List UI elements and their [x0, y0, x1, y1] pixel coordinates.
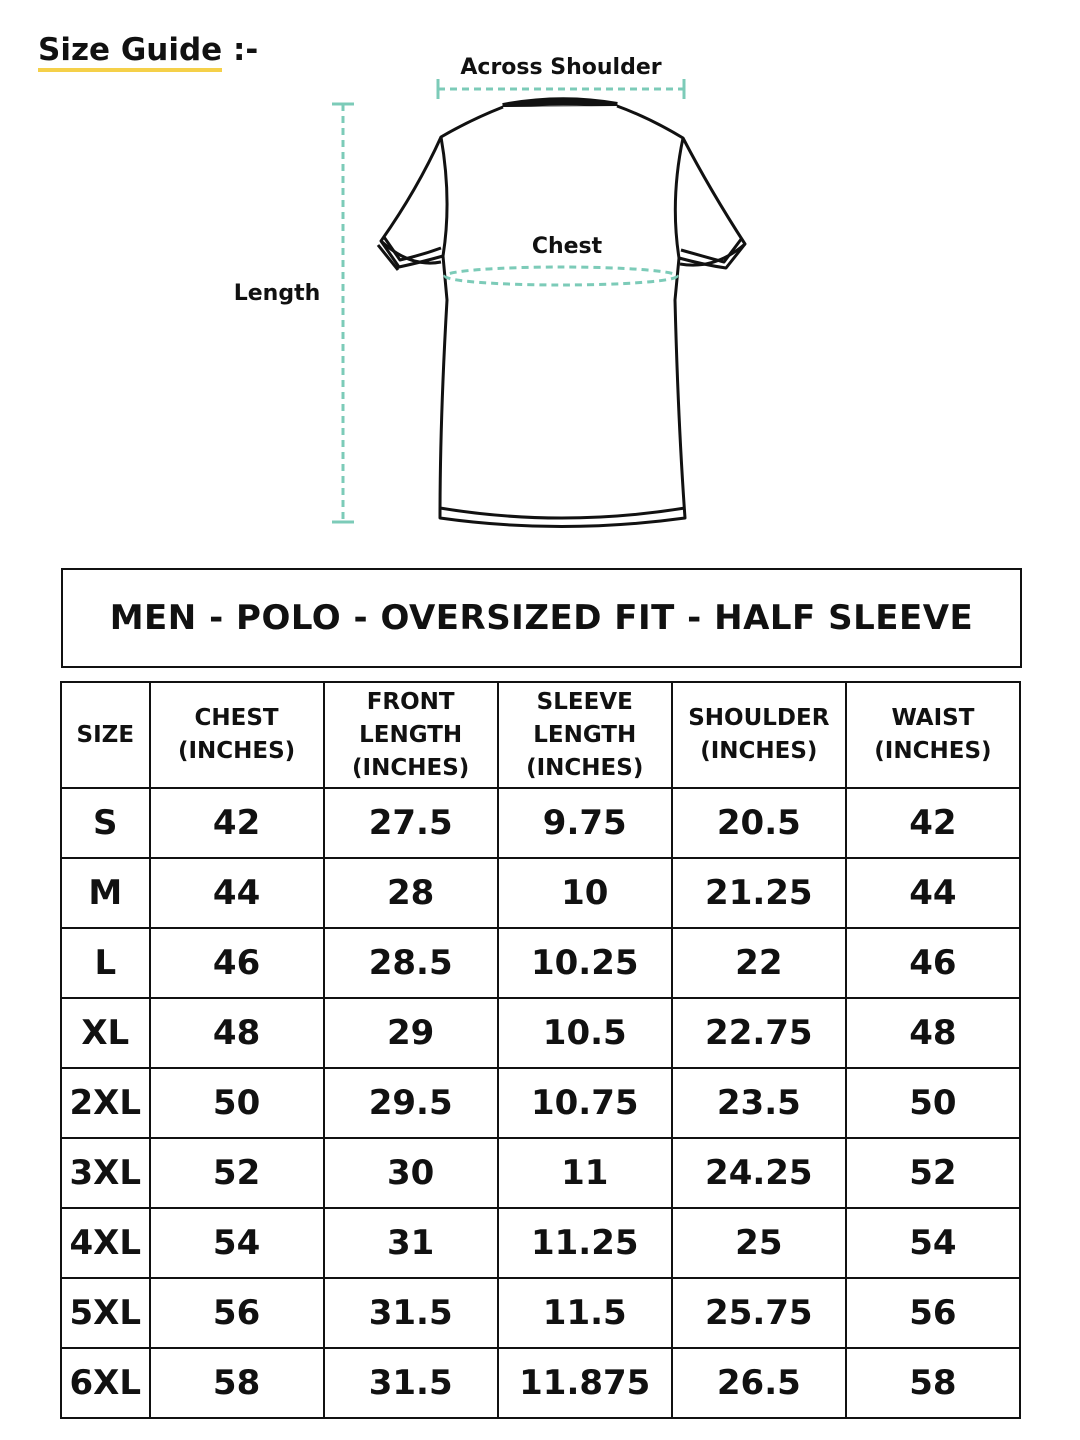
cell-waist: 42 — [846, 788, 1020, 858]
cell-front-length: 31.5 — [324, 1278, 498, 1348]
cell-chest: 58 — [150, 1348, 324, 1418]
cell-shoulder: 22.75 — [672, 998, 846, 1068]
cell-shoulder: 23.5 — [672, 1068, 846, 1138]
cell-front-length: 28 — [324, 858, 498, 928]
size-guide-heading-suffix: :- — [222, 32, 259, 68]
across-shoulder-label: Across Shoulder — [460, 55, 662, 80]
cell-chest: 46 — [150, 928, 324, 998]
header-waist: WAIST (INCHES) — [846, 682, 1020, 788]
cell-size: 6XL — [61, 1348, 150, 1418]
cell-front-length: 31.5 — [324, 1348, 498, 1418]
cell-chest: 42 — [150, 788, 324, 858]
cell-size: M — [61, 858, 150, 928]
table-row — [61, 1278, 1020, 1348]
cell-waist: 56 — [846, 1278, 1020, 1348]
table-row — [61, 1068, 1020, 1138]
cell-chest: 48 — [150, 998, 324, 1068]
length-guide — [332, 104, 354, 522]
cell-front-length: 31 — [324, 1208, 498, 1278]
table-row — [61, 928, 1020, 998]
t-shirt-outline-icon — [378, 101, 745, 526]
cell-size: 4XL — [61, 1208, 150, 1278]
size-guide-heading-text: Size Guide — [38, 32, 222, 72]
header-size: SIZE — [61, 682, 150, 788]
cell-size: 2XL — [61, 1068, 150, 1138]
cell-shoulder: 26.5 — [672, 1348, 846, 1418]
table-row — [61, 1208, 1020, 1278]
cell-front-length: 30 — [324, 1138, 498, 1208]
cell-sleeve-length: 11.875 — [498, 1348, 672, 1418]
cell-waist: 46 — [846, 928, 1020, 998]
table-row — [61, 858, 1020, 928]
cell-chest: 56 — [150, 1278, 324, 1348]
table-row — [61, 998, 1020, 1068]
cell-front-length: 28.5 — [324, 928, 498, 998]
cell-sleeve-length: 11.5 — [498, 1278, 672, 1348]
cell-waist: 44 — [846, 858, 1020, 928]
chest-label: Chest — [531, 234, 603, 259]
cell-waist: 58 — [846, 1348, 1020, 1418]
cell-sleeve-length: 10 — [498, 858, 672, 928]
length-label: Length — [233, 281, 321, 306]
table-row — [61, 1138, 1020, 1208]
header-shoulder: SHOULDER (INCHES) — [672, 682, 846, 788]
cell-sleeve-length: 11.25 — [498, 1208, 672, 1278]
cell-chest: 50 — [150, 1068, 324, 1138]
cell-front-length: 27.5 — [324, 788, 498, 858]
cell-shoulder: 25.75 — [672, 1278, 846, 1348]
cell-waist: 52 — [846, 1138, 1020, 1208]
cell-chest: 52 — [150, 1138, 324, 1208]
cell-size: S — [61, 788, 150, 858]
header-sleeve-length: SLEEVE LENGTH (INCHES) — [498, 682, 672, 788]
cell-sleeve-length: 10.75 — [498, 1068, 672, 1138]
cell-front-length: 29.5 — [324, 1068, 498, 1138]
across-shoulder-guide — [438, 79, 684, 99]
garment-measurement-diagram — [0, 0, 1080, 560]
cell-sleeve-length: 10.5 — [498, 998, 672, 1068]
cell-shoulder: 25 — [672, 1208, 846, 1278]
header-chest: CHEST (INCHES) — [150, 682, 324, 788]
cell-chest: 54 — [150, 1208, 324, 1278]
cell-size: L — [61, 928, 150, 998]
cell-shoulder: 21.25 — [672, 858, 846, 928]
cell-chest: 44 — [150, 858, 324, 928]
cell-shoulder: 20.5 — [672, 788, 846, 858]
table-row — [61, 788, 1020, 858]
cell-size: XL — [61, 998, 150, 1068]
cell-size: 5XL — [61, 1278, 150, 1348]
product-title: MEN - POLO - OVERSIZED FIT - HALF SLEEVE — [61, 568, 1022, 668]
size-chart-table — [60, 681, 1021, 1419]
cell-front-length: 29 — [324, 998, 498, 1068]
table-row — [61, 1348, 1020, 1418]
cell-waist: 50 — [846, 1068, 1020, 1138]
cell-shoulder: 24.25 — [672, 1138, 846, 1208]
cell-sleeve-length: 10.25 — [498, 928, 672, 998]
cell-sleeve-length: 9.75 — [498, 788, 672, 858]
cell-waist: 54 — [846, 1208, 1020, 1278]
cell-waist: 48 — [846, 998, 1020, 1068]
cell-sleeve-length: 11 — [498, 1138, 672, 1208]
table-header-row — [61, 682, 1020, 788]
header-front-length: FRONT LENGTH (INCHES) — [324, 682, 498, 788]
cell-size: 3XL — [61, 1138, 150, 1208]
cell-shoulder: 22 — [672, 928, 846, 998]
